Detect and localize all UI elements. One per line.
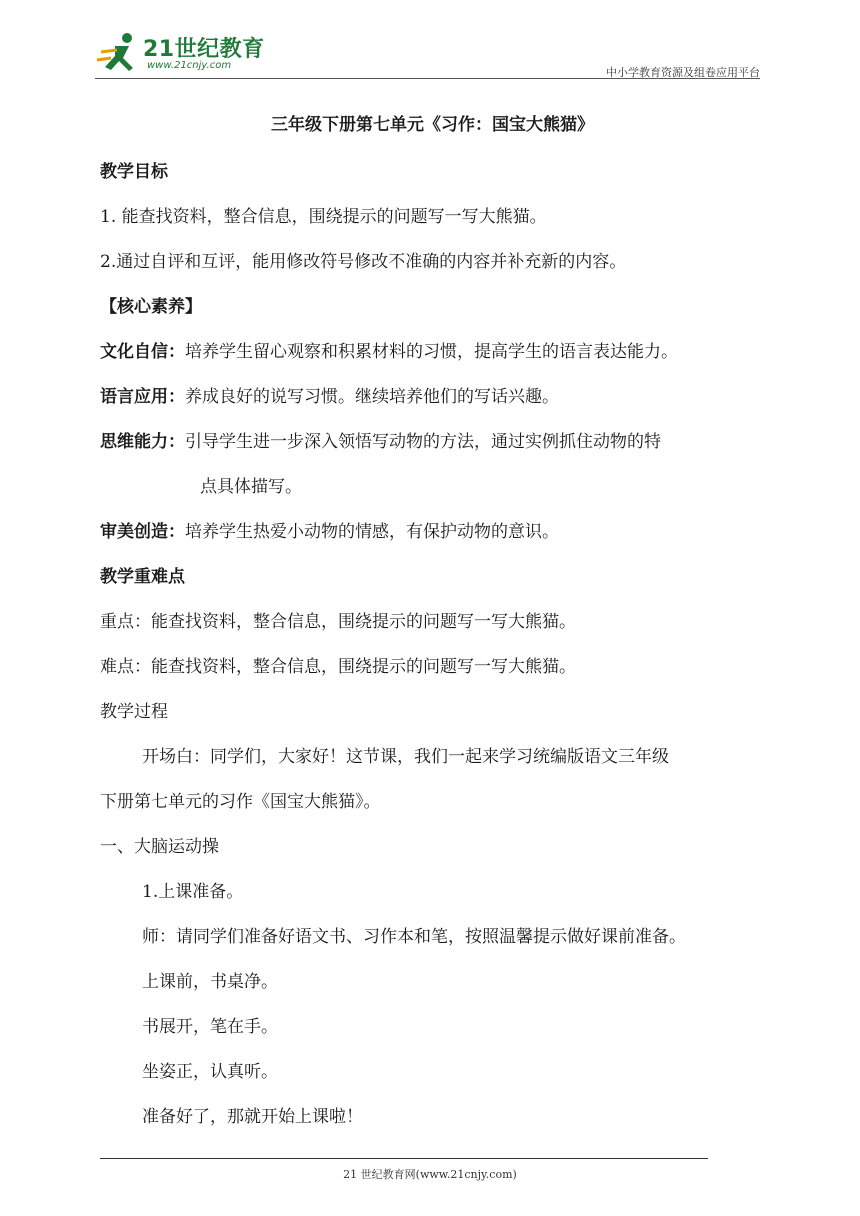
hard-point: 难点：能查找资料，整合信息，围绕提示的问题写一写大熊猫。 [100, 657, 576, 677]
core-label: 思维能力： [100, 432, 185, 452]
core-item-thinking-cont: 点具体描写。 [200, 477, 302, 497]
page-header [95, 30, 760, 80]
key-points-heading: 教学重难点 [100, 567, 185, 587]
core-item-thinking [100, 427, 661, 452]
site-logo [95, 30, 295, 76]
core-item-aesthetics [100, 517, 559, 542]
logo-text: 21世纪教育 [143, 37, 265, 62]
core-text: 养成良好的说写习惯。继续培养他们的写话兴趣。 [185, 387, 559, 407]
logo-url: www.21cnjy.com [147, 60, 232, 71]
footer-divider [100, 1158, 708, 1159]
platform-name: 中小学教育资源及组卷应用平台 [606, 66, 760, 79]
core-label: 审美创造： [100, 522, 185, 542]
core-label: 文化自信： [100, 342, 185, 362]
core-heading: 【核心素养】 [100, 297, 202, 317]
core-text: 培养学生热爱小动物的情感，有保护动物的意识。 [185, 522, 559, 542]
rhyme-line-4: 准备好了，那就开始上课啦！ [142, 1107, 363, 1127]
teacher-line: 师：请同学们准备好语文书、习作本和笔，按照温馨提示做好课前准备。 [142, 927, 686, 947]
goals-heading: 教学目标 [100, 162, 168, 182]
core-text: 引导学生进一步深入领悟写动物的方法，通过实例抓住动物的特 [185, 432, 661, 452]
core-label: 语言应用： [100, 387, 185, 407]
core-text: 培养学生留心观察和积累材料的习惯，提高学生的语言表达能力。 [185, 342, 678, 362]
part-heading: 一、大脑运动操 [100, 837, 219, 857]
opening-line-2: 下册第七单元的习作《国宝大熊猫》。 [100, 792, 381, 812]
process-heading: 教学过程 [100, 702, 168, 722]
goal-item-1: 1. 能查找资料，整合信息，围绕提示的问题写一写大熊猫。 [100, 207, 547, 227]
runner-icon [95, 30, 145, 76]
header-divider [95, 78, 760, 79]
document-title: 三年级下册第七单元《习作：国宝大熊猫》 [271, 115, 594, 135]
rhyme-line-2: 书展开，笔在手。 [142, 1017, 278, 1037]
rhyme-line-1: 上课前，书桌净。 [142, 972, 278, 992]
rhyme-line-3: 坐姿正，认真听。 [142, 1062, 278, 1082]
opening-line-1: 开场白：同学们，大家好！这节课，我们一起来学习统编版语文三年级 [142, 747, 669, 767]
page-footer: 21 世纪教育网(www.21cnjy.com) [343, 1168, 517, 1181]
key-point: 重点：能查找资料，整合信息，围绕提示的问题写一写大熊猫。 [100, 612, 576, 632]
step-item: 1.上课准备。 [142, 882, 244, 902]
goal-item-2: 2.通过自评和互评，能用修改符号修改不准确的内容并补充新的内容。 [100, 252, 627, 272]
core-item-language [100, 382, 559, 407]
core-item-culture [100, 337, 678, 362]
